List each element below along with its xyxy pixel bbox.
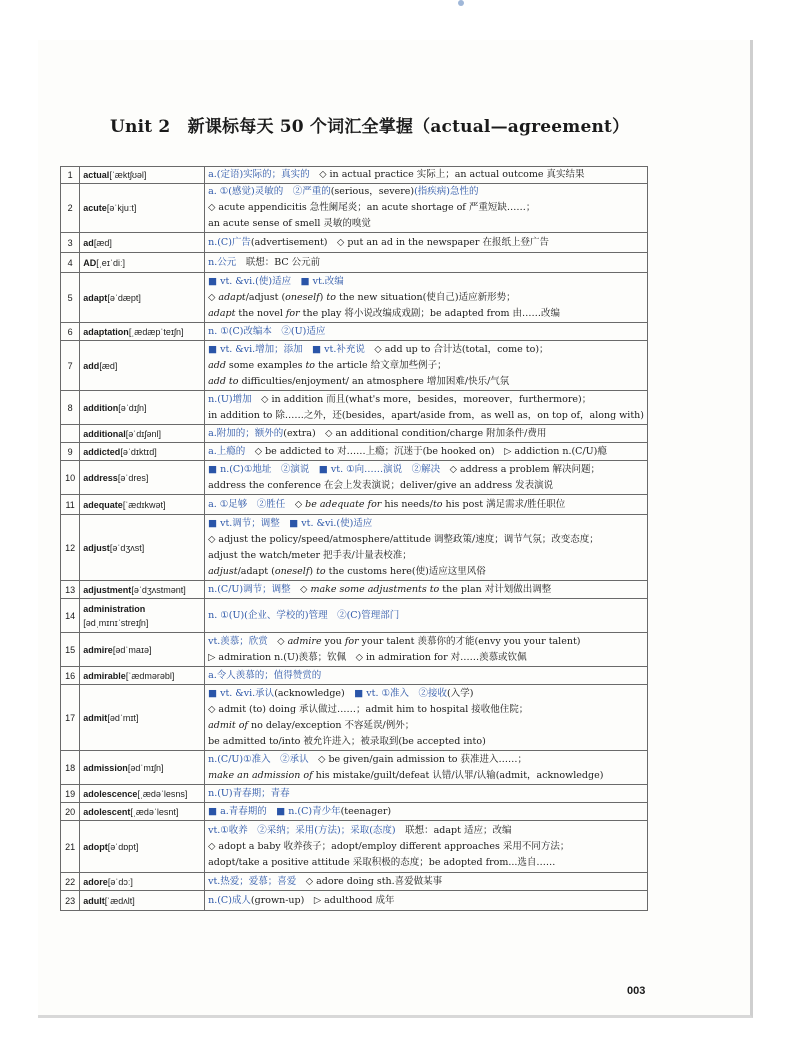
collocation-keyword: for — [344, 635, 359, 647]
table-row — [61, 515, 648, 581]
part-of-speech-gloss: ■ vt. &vi.承认 — [208, 687, 275, 699]
definition-line — [208, 718, 644, 734]
headword: admission — [83, 762, 128, 773]
example-text: his needs/ — [381, 498, 433, 510]
vocabulary-table — [60, 166, 648, 911]
definition-line — [208, 462, 644, 478]
phonetic: [ədˈmaɪə] — [112, 644, 152, 655]
table-row — [61, 751, 648, 785]
entry-definition — [205, 785, 648, 803]
entry-definition — [205, 515, 648, 581]
entry-definition — [205, 891, 648, 911]
collocation-keyword: adjust — [208, 565, 238, 577]
example-text: ▷ admiration n.(U)羡慕；钦佩 ◇ in admiration for 对……羡慕或钦佩 — [208, 651, 527, 663]
example-text: an acute sense of smell 灵敏的嗅觉 — [208, 218, 371, 229]
example-text: ◇ — [208, 291, 219, 303]
entry-headword — [80, 751, 205, 785]
headword: adore — [83, 876, 108, 887]
collocation-keyword: admit of — [208, 719, 248, 731]
collocation-keyword: add — [208, 359, 226, 371]
entry-definition — [205, 341, 648, 391]
example-text: in addition to 除……之外，还(besides，apart/aside from，as well as，on top of，along with) — [208, 409, 644, 421]
entry-number: 7 — [61, 341, 80, 391]
definition-line — [208, 358, 644, 374]
part-of-speech-gloss: vt.热爱；爱慕；喜爱 — [208, 875, 297, 887]
definition-line — [208, 668, 644, 684]
entry-number: 11 — [61, 495, 80, 515]
phonetic: [ˈædmərəbl] — [125, 670, 175, 681]
example-text: (acknowledge) — [274, 687, 355, 699]
definition-line — [208, 608, 644, 624]
phonetic: [æd] — [93, 237, 112, 248]
entry-definition — [205, 233, 648, 253]
phonetic: [əˈdʒʌstmənt] — [131, 584, 186, 595]
decorative-dot — [458, 0, 464, 6]
example-text: (入学) — [447, 687, 474, 699]
definition-line — [208, 235, 644, 251]
entry-headword — [80, 873, 205, 891]
entry-number: 15 — [61, 633, 80, 667]
entry-number: 20 — [61, 803, 80, 821]
table-row — [61, 167, 648, 184]
entry-definition — [205, 184, 648, 233]
definition-line — [208, 290, 644, 306]
entry-headword — [80, 581, 205, 599]
definition-line — [208, 255, 644, 271]
entry-number: 5 — [61, 273, 80, 323]
example-text: you — [321, 635, 345, 647]
phonetic: [ˈæktʃʊəl] — [109, 170, 147, 180]
part-of-speech-gloss: n. ①(C)改编本 ②(U)适应 — [208, 325, 326, 337]
definition-line — [208, 306, 644, 322]
entry-headword — [80, 461, 205, 495]
entry-number: 10 — [61, 461, 80, 495]
definition-line — [208, 497, 644, 513]
entry-headword — [80, 341, 205, 391]
phonetic: [əˈdɪʃənl] — [125, 428, 162, 439]
entry-number: 6 — [61, 323, 80, 341]
entry-definition — [205, 167, 648, 184]
headword: actual — [83, 170, 110, 180]
part-of-speech-gloss: ■ vt. &vi.(使)适应 ■ vt.改编 — [208, 275, 344, 287]
entry-headword — [80, 273, 205, 323]
collocation-keyword: adapt — [208, 307, 236, 319]
example-text: your talent 羡慕你的才能(envy you your talent) — [358, 635, 581, 647]
table-row — [61, 341, 648, 391]
headword: admit — [83, 712, 108, 723]
entry-definition — [205, 751, 648, 785]
phonetic: [əˈdɔː] — [107, 876, 133, 887]
entry-headword — [80, 785, 205, 803]
table-row — [61, 273, 648, 323]
definition-line — [208, 516, 644, 532]
headword: addicted — [83, 446, 121, 457]
headword: adolescence — [83, 788, 138, 799]
table-row — [61, 667, 648, 685]
entry-number: 3 — [61, 233, 80, 253]
phonetic: [ˌædæpˈteɪʃn] — [128, 326, 184, 337]
table-row — [61, 821, 648, 873]
part-of-speech-gloss: n. ①(U)(企业、学校的)管理 ②(C)管理部门 — [208, 609, 400, 621]
phonetic: [ˈædʌlt] — [104, 895, 135, 906]
example-text: (advertisement) ◇ put an ad in the newspaper 在报纸上登广告 — [250, 236, 549, 248]
table-row — [61, 803, 648, 821]
definition-line — [208, 804, 644, 820]
entry-headword — [80, 803, 205, 821]
entry-number: 12 — [61, 515, 80, 581]
example-text: the new situation(使自己)适应新形势； — [335, 291, 516, 303]
entry-headword — [80, 253, 205, 273]
entry-headword — [80, 391, 205, 425]
phonetic: [ˌædəˈlesnt] — [130, 806, 179, 817]
entry-definition — [205, 599, 648, 633]
entry-headword — [80, 233, 205, 253]
example-text: the plan 对计划做出调整 — [439, 583, 552, 595]
headword: adjustment — [83, 584, 132, 595]
example-text: ◇ adopt a baby 收养孩子；adopt/employ different approaches 采用不同方法； — [208, 840, 570, 852]
example-text: (teenager) — [340, 805, 392, 817]
entry-number: 9 — [61, 443, 80, 461]
example-text: difficulties/enjoyment/ an atmosphere 增加困难/快乐/气氛 — [238, 375, 510, 387]
example-text: ◇ be addicted to 对……上瘾；沉迷于(be hooked on) ▷ addiction n.(C/U)瘾 — [245, 445, 607, 457]
collocation-keyword: to — [432, 498, 443, 510]
entry-number: 14 — [61, 599, 80, 633]
table-row — [61, 785, 648, 803]
table-row — [61, 443, 648, 461]
headword: acute — [83, 203, 107, 213]
phonetic: [əˈdɒpt] — [107, 841, 139, 852]
example-text: ◇ admit (to) doing 承认做过……；admit him to hospital 接收他住院； — [208, 703, 529, 715]
phonetic: [ədˌmɪnɪˈstreɪʃn] — [83, 617, 149, 628]
example-text: ◇ adore doing sth.喜爱做某事 — [296, 875, 443, 887]
example-text: adopt/take a positive attitude 采取积极的态度；be adopted from...选自…… — [208, 856, 556, 868]
page-number: 003 — [627, 985, 646, 997]
collocation-keyword: adapt — [218, 291, 246, 303]
definition-line — [208, 752, 644, 768]
example-text: ◇ acute appendicitis 急性阑尾炎；an acute shortage of 严重短缺……； — [208, 202, 536, 213]
entry-definition — [205, 253, 648, 273]
definition-line — [208, 786, 644, 802]
table-row — [61, 873, 648, 891]
headword: adopt — [83, 841, 108, 852]
phonetic: [əˈdæpt] — [107, 292, 141, 303]
entry-definition — [205, 685, 648, 751]
headword: add — [83, 360, 100, 371]
definition-line — [208, 768, 644, 784]
definition-line — [208, 426, 644, 442]
table-row — [61, 461, 648, 495]
example-text: his mistake/guilt/defeat 认错/认罪/认输(admit，acknowledge) — [312, 769, 604, 781]
example-text: ◇ — [285, 498, 306, 510]
definition-line — [208, 200, 644, 216]
table-row — [61, 184, 648, 233]
headword: ad — [83, 237, 94, 248]
phonetic: [əˈkjuːt] — [106, 203, 137, 213]
collocation-keyword: add to — [208, 375, 239, 387]
example-text: ◇ be given/gain admission to 获准进入……； — [308, 753, 528, 765]
example-text: ◇ in addition 而且(what's more，besides，moreover，furthermore)； — [251, 393, 592, 405]
example-text: ◇ in actual practice 实际上；an actual outcome 真实结果 — [309, 169, 585, 180]
entry-definition — [205, 821, 648, 873]
definition-line — [208, 702, 644, 718]
headword: adjust — [83, 542, 110, 553]
entry-number — [61, 425, 80, 443]
definition-line — [208, 634, 644, 650]
collocation-keyword: make some adjustments to — [310, 583, 440, 595]
table-row — [61, 253, 648, 273]
example-text: address the conference 在会上发表演说；deliver/give an address 发表演说 — [208, 479, 554, 491]
entry-headword — [80, 667, 205, 685]
entry-definition — [205, 803, 648, 821]
part-of-speech-gloss: a.令人羡慕的；值得赞赏的 — [208, 669, 322, 681]
entry-number: 2 — [61, 184, 80, 233]
entry-number: 18 — [61, 751, 80, 785]
headword: AD — [83, 257, 97, 268]
table-row — [61, 323, 648, 341]
phonetic: [æd] — [99, 360, 118, 371]
entry-headword — [80, 685, 205, 751]
headword: address — [83, 472, 118, 483]
entry-definition — [205, 495, 648, 515]
part-of-speech-gloss: n.(U)增加 — [208, 393, 252, 405]
definition-line — [208, 342, 644, 358]
entry-headword — [80, 515, 205, 581]
collocation-keyword: oneself — [285, 291, 320, 303]
entry-number: 1 — [61, 167, 80, 184]
table-row — [61, 495, 648, 515]
headword: adapt — [83, 292, 108, 303]
entry-headword — [80, 821, 205, 873]
entry-number: 8 — [61, 391, 80, 425]
definition-line — [208, 184, 644, 200]
phonetic: [ədˈmɪt] — [107, 712, 139, 723]
definition-line — [208, 324, 644, 340]
definition-line — [208, 686, 644, 702]
entry-headword — [80, 184, 205, 233]
entry-number: 21 — [61, 821, 80, 873]
part-of-speech-gloss: a. ①(感觉)灵敏的 ②严重的 — [208, 186, 331, 197]
headword: adolescent — [83, 806, 131, 817]
example-text: no delay/exception 不容延误/例外； — [247, 719, 415, 731]
table-row — [61, 685, 648, 751]
entry-definition — [205, 391, 648, 425]
entry-number: 4 — [61, 253, 80, 273]
example-text: (grown-up) ▷ adulthood 成年 — [250, 894, 395, 906]
entry-number: 13 — [61, 581, 80, 599]
example-text: ◇ adjust the policy/speed/atmosphere/attitude 调整政策/速度；调节气氛；改变态度； — [208, 533, 599, 545]
part-of-speech-gloss: vt.①收养 ②采纳；采用(方法)；采取(态度) — [208, 824, 396, 836]
example-text: 联想：BC 公元前 — [236, 256, 321, 268]
table-row — [61, 891, 648, 911]
collocation-keyword: be adequate for — [305, 498, 382, 510]
part-of-speech-gloss: n.(C)成人 — [208, 894, 251, 906]
part-of-speech-gloss: vt.羡慕；欣赏 — [208, 635, 268, 647]
table-row — [61, 581, 648, 599]
headword: additional — [83, 428, 126, 439]
phonetic: [əˈdɪktɪd] — [120, 446, 157, 457]
part-of-speech-gloss: a.上瘾的 — [208, 445, 246, 457]
entry-definition — [205, 425, 648, 443]
example-text: ◇ — [290, 583, 311, 595]
entry-number: 17 — [61, 685, 80, 751]
definition-line — [208, 444, 644, 460]
part-of-speech-gloss: ■ a.青春期的 ■ n.(C)青少年 — [208, 805, 341, 817]
headword: admire — [83, 644, 113, 655]
example-text: ◇ add up to 合计达(total，come to)； — [364, 343, 549, 355]
headword: admirable — [83, 670, 126, 681]
definition-line — [208, 408, 644, 424]
example-text: (serious，severe) — [330, 186, 415, 197]
phonetic: [əˈdʒʌst] — [109, 542, 145, 553]
example-text: the play 将小说改编成戏剧；be adapted from 由……改编 — [299, 307, 560, 319]
part-of-speech-gloss: ■ vt. ①准入 ②接收 — [354, 687, 448, 699]
example-text: the novel — [235, 307, 286, 319]
entry-headword — [80, 425, 205, 443]
part-of-speech-gloss: (指疾病)急性的 — [414, 186, 479, 197]
example-text: 联想：adapt 适应；改编 — [395, 824, 512, 836]
example-text: his post 满足需求/胜任职位 — [442, 498, 566, 510]
phonetic: [ˌeɪˈdiː] — [96, 257, 126, 268]
entry-definition — [205, 873, 648, 891]
headword: adaptation — [83, 326, 129, 337]
part-of-speech-gloss: n.(C/U)调节；调整 — [208, 583, 291, 595]
phonetic: [əˈdɪʃn] — [118, 402, 147, 413]
part-of-speech-gloss: n.(C/U)①准入 ②承认 — [208, 753, 309, 765]
definition-line — [208, 893, 644, 909]
example-text: ) — [309, 565, 317, 577]
definition-line — [208, 392, 644, 408]
definition-line — [208, 823, 644, 839]
entry-headword — [80, 323, 205, 341]
definition-line — [208, 532, 644, 548]
definition-line — [208, 839, 644, 855]
example-text: (extra) ◇ an additional condition/charge 附加条件/费用 — [283, 427, 547, 439]
collocation-keyword: to — [305, 359, 316, 371]
collocation-keyword: to — [316, 565, 326, 577]
entry-headword — [80, 167, 205, 184]
part-of-speech-gloss: n.(C)广告 — [208, 236, 251, 248]
entry-definition — [205, 273, 648, 323]
table-row — [61, 233, 648, 253]
definition-line — [208, 855, 644, 871]
definition-line — [208, 874, 644, 890]
headword: addition — [83, 402, 119, 413]
entry-number: 16 — [61, 667, 80, 685]
collocation-keyword: for — [285, 307, 300, 319]
collocation-keyword: make an admission of — [208, 769, 313, 781]
part-of-speech-gloss: ■ vt. &vi.增加；添加 ■ vt.补充说 — [208, 343, 365, 355]
entry-number: 23 — [61, 891, 80, 911]
table-row — [61, 599, 648, 633]
example-text: the customs here(使)适应这里风俗 — [325, 565, 486, 577]
part-of-speech-gloss: a.附加的；额外的 — [208, 427, 284, 439]
collocation-keyword: to — [326, 291, 336, 303]
entry-headword — [80, 599, 205, 633]
example-text: ) — [319, 291, 327, 303]
headword: administration — [83, 603, 146, 614]
definition-line — [208, 216, 644, 232]
part-of-speech-gloss: ■ n.(C)①地址 ②演说 ■ vt. ①向……演说 ②解决 — [208, 463, 441, 475]
entry-definition — [205, 667, 648, 685]
entry-headword — [80, 891, 205, 911]
definition-line — [208, 582, 644, 598]
definition-line — [208, 650, 644, 666]
part-of-speech-gloss: n.公元 — [208, 256, 237, 268]
entry-number: 22 — [61, 873, 80, 891]
definition-line — [208, 564, 644, 580]
part-of-speech-gloss: n.(U)青春期；青春 — [208, 787, 290, 799]
entry-number: 19 — [61, 785, 80, 803]
example-text: ◇ — [267, 635, 288, 647]
example-text: some examples — [225, 359, 306, 371]
table-row — [61, 391, 648, 425]
part-of-speech-gloss: ■ vt.调节；调整 ■ vt. &vi.(使)适应 — [208, 517, 373, 529]
collocation-keyword: admire — [287, 635, 322, 647]
entry-definition — [205, 461, 648, 495]
definition-line — [208, 167, 644, 183]
entry-definition — [205, 633, 648, 667]
definition-line — [208, 274, 644, 290]
phonetic: [ˈædɪkwət] — [122, 499, 166, 510]
phonetic: [ˌædəˈlesns] — [137, 788, 188, 799]
definition-line — [208, 734, 644, 750]
entry-headword — [80, 633, 205, 667]
entry-definition — [205, 443, 648, 461]
table-row — [61, 425, 648, 443]
entry-definition — [205, 581, 648, 599]
entry-headword — [80, 443, 205, 461]
example-text: ◇ address a problem 解决问题； — [440, 463, 601, 475]
definition-line — [208, 548, 644, 564]
definition-line — [208, 478, 644, 494]
example-text: /adapt ( — [237, 565, 275, 577]
part-of-speech-gloss: a. ①足够 ②胜任 — [208, 498, 286, 510]
entry-headword — [80, 495, 205, 515]
entry-definition — [205, 323, 648, 341]
part-of-speech-gloss: a.(定语)实际的；真实的 — [208, 169, 310, 180]
example-text: /adjust ( — [245, 291, 286, 303]
definition-line — [208, 374, 644, 390]
page-title: Unit 2 新课标每天 50 个词汇全掌握（actual—agreement） — [110, 117, 630, 137]
collocation-keyword: oneself — [274, 565, 310, 577]
example-text: the article 给文章加些例子； — [315, 359, 447, 371]
headword: adequate — [83, 499, 123, 510]
example-text: be admitted to/into 被允许进入；被录取到(be accepted into) — [208, 735, 486, 747]
phonetic: [ədˈmɪʃn] — [127, 762, 164, 773]
phonetic: [əˈdres] — [117, 472, 149, 483]
table-row — [61, 633, 648, 667]
example-text: adjust the watch/meter 把手表/计量表校准； — [208, 549, 412, 561]
headword: adult — [83, 895, 105, 906]
